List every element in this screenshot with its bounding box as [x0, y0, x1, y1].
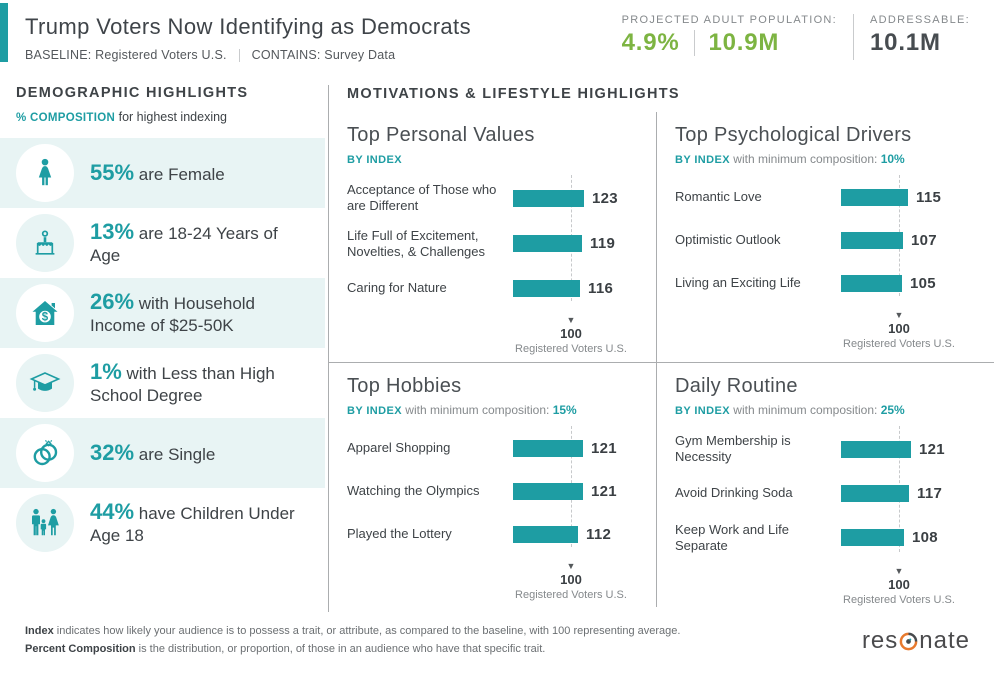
sidebar-title: DEMOGRAPHIC HIGHLIGHTS	[16, 85, 249, 101]
bar-chart	[347, 433, 647, 549]
by-index-label: BY INDEX	[675, 154, 730, 166]
demographic-text	[90, 440, 310, 467]
demographic-row	[0, 418, 325, 488]
quadrant-title: Top Psychological Drivers	[675, 124, 912, 146]
baseline-caption	[829, 567, 969, 606]
bar-value: 107	[911, 231, 937, 249]
bar-row	[347, 228, 647, 261]
bar-row	[347, 182, 647, 215]
contains-label: CONTAINS:	[251, 48, 321, 62]
bar-label: Acceptance of Those who are Different	[347, 182, 497, 214]
header	[0, 0, 994, 70]
index-definition	[25, 623, 862, 640]
quadrant-top-psychological-drivers	[657, 112, 994, 363]
bar	[841, 485, 909, 502]
composition-definition	[25, 641, 862, 658]
bar-row	[675, 522, 975, 555]
bar	[841, 232, 903, 249]
bar-track	[841, 529, 975, 546]
demographic-text	[90, 499, 310, 547]
baseline-label: Registered Voters U.S.	[515, 343, 627, 355]
baseline-label: Registered Voters U.S.	[843, 338, 955, 350]
bar-label: Caring for Nature	[347, 279, 447, 295]
baseline-value: 100	[560, 572, 582, 587]
logo-text-post: nate	[919, 626, 970, 654]
bar-track	[513, 280, 647, 297]
projected-population-label: PROJECTED ADULT POPULATION:	[621, 14, 838, 26]
demographic-label: are Single	[134, 444, 216, 464]
bar-row	[347, 273, 647, 303]
bar-label: Living an Exciting Life	[675, 274, 801, 290]
bar-value: 116	[588, 279, 614, 297]
baseline-value: Registered Voters U.S.	[95, 48, 227, 62]
demographic-text	[90, 219, 310, 267]
baseline-arrow-icon: ▼	[566, 315, 576, 325]
demographic-sidebar	[0, 70, 329, 612]
demographic-text	[90, 289, 310, 337]
bar-label: Life Full of Excitement, Novelties, & Challenges	[347, 227, 486, 259]
demographic-row	[0, 138, 325, 208]
min-composition-value: 25%	[880, 403, 905, 417]
bar-label: Watching the Olympics	[347, 482, 480, 498]
baseline-value: 100	[888, 321, 910, 336]
bar-label: Avoid Drinking Soda	[675, 485, 793, 501]
bar-value: 112	[586, 525, 612, 543]
by-index-label: BY INDEX	[347, 154, 402, 166]
index-term: Index	[25, 625, 54, 638]
bar	[513, 440, 583, 457]
bar-track	[841, 441, 975, 458]
composition-definition-text: is the distribution, or proportion, of those in an audience who have that specific trait.	[135, 642, 546, 655]
legend	[25, 623, 862, 657]
demographic-value: 13%	[90, 219, 135, 245]
demographic-text	[90, 359, 310, 407]
bar-value: 119	[590, 235, 616, 253]
bar-row	[675, 268, 975, 298]
bar-label: Apparel Shopping	[347, 439, 451, 455]
resonate-logo	[862, 627, 970, 655]
baseline-arrow-icon: ▼	[894, 310, 904, 320]
graduation-cap-icon	[16, 354, 74, 412]
quadrant-top-personal-values	[329, 112, 657, 363]
index-definition-text: indicates how likely your audience is to possess a trait, or attribute, as compared to the baseline, with 100 representing average.	[53, 625, 681, 638]
divider	[853, 14, 854, 60]
min-composition-prefix: with minimum composition:	[729, 152, 881, 166]
baseline-caption	[829, 311, 969, 350]
header-stats	[622, 12, 970, 60]
bar-row	[675, 225, 975, 255]
contains-value: Survey Data	[324, 48, 396, 62]
baseline-label: Registered Voters U.S.	[843, 594, 955, 606]
bar-label: Keep Work and Life Separate	[675, 521, 789, 553]
bar-row	[347, 433, 647, 463]
bar	[513, 280, 580, 297]
bar-chart	[675, 433, 975, 554]
bar-value: 121	[591, 439, 617, 457]
divider	[239, 49, 240, 62]
bar-track	[841, 485, 975, 502]
bar-track	[841, 189, 975, 206]
bar-chart	[347, 182, 647, 303]
demographic-list	[0, 138, 329, 558]
quadrant-daily-routine	[657, 363, 994, 607]
bar-value: 121	[919, 440, 945, 458]
composition-label: % COMPOSITION	[16, 112, 116, 124]
baseline-label: BASELINE:	[25, 48, 92, 62]
demographic-value: 44%	[90, 499, 135, 525]
projected-population-values	[622, 29, 837, 57]
quadrant-grid	[329, 112, 994, 607]
baseline-caption	[501, 316, 641, 355]
header-meta	[25, 48, 622, 62]
addressable-total: 10.1M	[870, 29, 941, 56]
demographic-label: have Children Under Age 18	[90, 504, 295, 546]
projected-total: 10.9M	[708, 29, 780, 56]
baseline-arrow-icon: ▼	[566, 561, 576, 571]
bar-row	[675, 182, 975, 212]
demographic-row	[0, 278, 325, 348]
footer	[0, 612, 994, 677]
demographic-row	[0, 488, 325, 558]
bar-track	[513, 440, 647, 457]
bar-value: 123	[592, 189, 618, 207]
bar-label: Optimistic Outlook	[675, 231, 781, 247]
baseline-arrow-icon: ▼	[894, 566, 904, 576]
projected-percent: 4.9%	[621, 29, 680, 56]
demographic-label: with Household Income of $25-50K	[90, 294, 256, 336]
min-composition-prefix: with minimum composition:	[401, 403, 553, 417]
addressable-block	[870, 14, 970, 60]
bar-value: 121	[591, 482, 617, 500]
demographic-text	[90, 160, 310, 187]
by-index-label: BY INDEX	[675, 405, 730, 417]
quadrant-subtitle	[675, 403, 994, 417]
bar-row	[675, 433, 975, 466]
quadrant-top-hobbies	[329, 363, 657, 607]
wedding-rings-icon	[16, 424, 74, 482]
bar	[513, 526, 578, 543]
addressable-label: ADDRESSABLE:	[870, 14, 970, 26]
house-income-icon	[16, 284, 74, 342]
svg-text:$: $	[41, 311, 49, 324]
bar-row	[347, 519, 647, 549]
main-title: MOTIVATIONS & LIFESTYLE HIGHLIGHTS	[347, 86, 680, 102]
demographic-value: 26%	[90, 289, 135, 315]
birthday-cake-icon	[16, 214, 74, 272]
bar-track	[841, 275, 975, 292]
subtitle-rest: for highest indexing	[118, 110, 227, 124]
bar-label: Gym Membership is Necessity	[675, 433, 791, 465]
bar-row	[347, 476, 647, 506]
demographic-row	[0, 348, 325, 418]
bar-track	[841, 232, 975, 249]
bar	[841, 441, 911, 458]
logo-text-pre: res	[861, 626, 899, 654]
demographic-label: are Female	[134, 164, 225, 184]
bar-track	[513, 483, 647, 500]
bar-value: 108	[912, 529, 938, 547]
demographic-value: 55%	[90, 159, 135, 185]
bar-value: 115	[916, 188, 942, 206]
bar	[841, 275, 902, 292]
by-index-label: BY INDEX	[347, 405, 402, 417]
bar-row	[675, 479, 975, 509]
bar	[513, 190, 584, 207]
min-composition-prefix: with minimum composition:	[729, 403, 881, 417]
page-title: Trump Voters Now Identifying as Democrats	[25, 14, 471, 39]
bar	[841, 189, 908, 206]
title-block	[25, 12, 622, 62]
min-composition-value: 10%	[880, 152, 905, 166]
bar-value: 117	[917, 485, 943, 502]
quadrant-title: Top Hobbies	[347, 375, 462, 397]
baseline-value: 100	[560, 326, 582, 341]
family-icon	[16, 494, 74, 552]
demographic-label: with Less than High School Degree	[90, 364, 275, 406]
divider	[694, 30, 695, 56]
bar-track	[513, 526, 647, 543]
demographic-row	[0, 208, 325, 278]
sidebar-subtitle	[0, 110, 329, 124]
quadrant-subtitle	[675, 152, 994, 166]
motivations-main	[329, 70, 994, 612]
demographic-value: 32%	[90, 439, 135, 465]
min-composition-value: 15%	[552, 403, 577, 417]
bar-chart	[675, 182, 975, 298]
sidebar-divider	[328, 85, 329, 612]
quadrant-title: Daily Routine	[675, 375, 798, 397]
baseline-label: Registered Voters U.S.	[515, 589, 627, 601]
baseline-value: 100	[888, 577, 910, 592]
quadrant-subtitle	[347, 152, 656, 166]
quadrant-subtitle	[347, 403, 656, 417]
quadrant-title: Top Personal Values	[347, 124, 535, 146]
bar-label: Romantic Love	[675, 188, 762, 204]
demographic-label: are 18-24 Years of Age	[90, 224, 278, 266]
bar-track	[513, 190, 647, 207]
demographic-value: 1%	[90, 359, 122, 385]
composition-term: Percent Composition	[25, 642, 136, 655]
bar	[513, 483, 583, 500]
bar-label: Played the Lottery	[347, 525, 452, 541]
female-icon	[16, 144, 74, 202]
baseline-caption	[501, 562, 641, 601]
accent-bar	[0, 3, 8, 62]
contains-meta	[252, 48, 396, 62]
bar	[841, 529, 904, 546]
bar-track	[513, 235, 647, 252]
baseline-meta	[25, 48, 227, 62]
bar-value: 105	[910, 274, 936, 292]
bar	[513, 235, 582, 252]
content	[0, 70, 994, 612]
resonate-logo-icon	[899, 632, 918, 651]
projected-population-block	[622, 14, 837, 60]
